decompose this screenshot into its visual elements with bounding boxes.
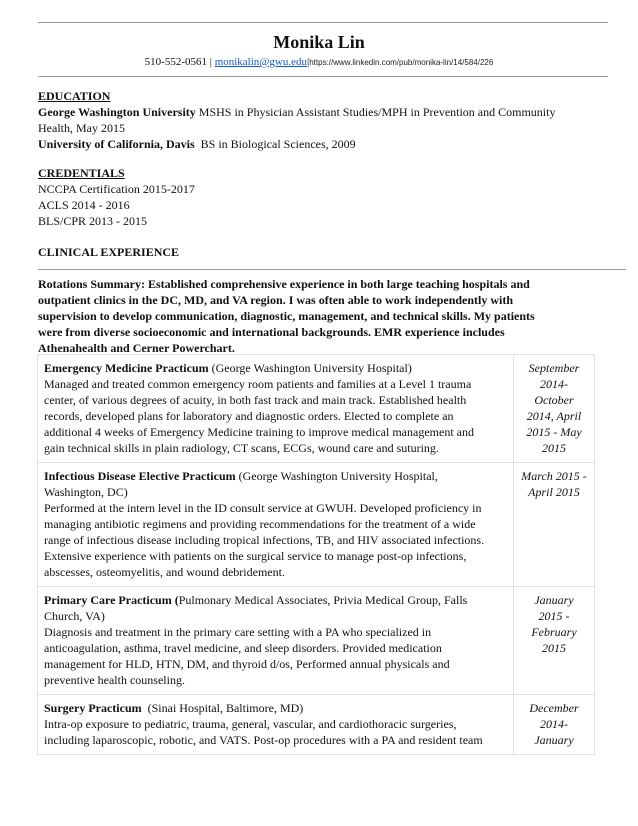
rotation-title: Emergency Medicine Practicum	[44, 361, 209, 375]
summary-line: were from diverse socioeconomic and international backgrounds. EMR experience includes	[38, 325, 505, 339]
rotation-site: Pulmonary Medical Associates, Privia Medical Group, Falls	[178, 593, 468, 607]
rotation-title-line	[44, 360, 507, 376]
rotation-title-line	[44, 592, 507, 608]
date-line: April 2015	[528, 485, 580, 499]
credential-item: BLS/CPR 2013 - 2015	[38, 214, 148, 228]
clinical-experience-heading: CLINICAL EXPERIENCE	[38, 245, 180, 259]
rotation-text-line: Intra-op exposure to pediatric, trauma, general, vascular, and cardiothoracic surgeries,	[44, 717, 457, 731]
clinical-rule	[38, 269, 626, 270]
rotation-text-line: gain technical skills in plain radiology, CT scans, ECGs, wound care and suturing.	[44, 441, 439, 455]
date-line: 2015	[542, 441, 566, 455]
degree-detail: MSHS in Physician Assistant Studies/MPH in Prevention and Community	[195, 105, 556, 119]
school-name: George Washington University	[38, 105, 196, 119]
date-line: March 2015 -	[521, 469, 587, 483]
school-name: University of California, Davis	[38, 137, 195, 151]
date-line: 2014, April	[526, 409, 582, 423]
rotation-text-line: additional 4 weeks of Emergency Medicine training to improve medical management and	[44, 425, 474, 439]
table-row	[38, 355, 595, 463]
email-link[interactable]: monikalin@gwu.edu	[214, 56, 308, 68]
date-line: January	[534, 593, 574, 607]
rotation-dates	[514, 587, 595, 695]
date-line: 2015 - May	[526, 425, 582, 439]
education-entry-gwu	[38, 104, 608, 120]
degree-detail: BS in Biological Sciences, 2009	[194, 137, 356, 151]
summary-line: Rotations Summary: Established comprehensive experience in both large teaching hospitals and	[38, 277, 530, 291]
table-row	[38, 463, 595, 587]
date-line: 2014-	[540, 377, 568, 391]
education-heading: EDUCATION	[38, 89, 111, 103]
contact-separator: |	[307, 56, 310, 68]
rotation-title: Infectious Disease Elective Practicum	[44, 469, 236, 483]
rotation-text-line: records, developed plans for laboratory and diagnostic orders. Elected to complete an	[44, 409, 454, 423]
rotation-text-line: Extensive experience with patients on the surgical service to manage post-op infections,	[44, 549, 467, 563]
contact-line	[0, 55, 638, 70]
rotations-summary	[38, 276, 608, 356]
rotation-text-line: anticoagulation, asthma, travel medicine, and sleep disorders. Provided medication	[44, 641, 442, 655]
rotation-text-line: Church, VA)	[44, 609, 105, 623]
date-line: 2015 -	[538, 609, 570, 623]
credential-item: NCCPA Certification 2015-2017	[38, 182, 195, 196]
date-line: October	[534, 393, 574, 407]
rotation-text-line: Managed and treated common emergency room patients and families at a Level 1 trauma	[44, 377, 472, 391]
summary-line: Athenahealth and Cerner Powerchart.	[38, 341, 235, 355]
rotation-title: Surgery Practicum	[44, 701, 142, 715]
candidate-name: Monika Lin	[273, 32, 365, 52]
table-row	[38, 587, 595, 695]
rotation-text-line: range of infectious disease including tropical infections, TB, and HIV associated infections.	[44, 533, 485, 547]
date-line: December	[529, 701, 579, 715]
rotation-site: (George Washington University Hospital,	[235, 469, 438, 483]
rotation-dates	[514, 695, 595, 755]
credential-item: ACLS 2014 - 2016	[38, 198, 130, 212]
rotation-description	[38, 463, 514, 587]
header-rule	[38, 76, 608, 77]
rotation-text-line: Washington, DC)	[44, 485, 128, 499]
rotation-text-line: including laparoscopic, robotic, and VATS. Post-op procedures with a PA and resident team	[44, 733, 483, 747]
summary-line: outpatient clinics in the DC, MD, and VA region. I was often able to work independently with	[38, 293, 514, 307]
rotation-site: (George Washington University Hospital)	[208, 361, 412, 375]
date-line: 2014-	[540, 717, 568, 731]
date-line: January	[534, 733, 574, 747]
summary-line: supervision to develop communication, diagnostic, management, and technical skills. My patients	[38, 309, 535, 323]
date-line: February	[531, 625, 577, 639]
phone-number: 510-552-0561	[144, 56, 207, 68]
rotation-site: (Sinai Hospital, Baltimore, MD)	[141, 701, 304, 715]
rotation-text-line: Performed at the intern level in the ID consult service at GWUH. Developed proficiency in	[44, 501, 482, 515]
rotation-description	[38, 355, 514, 463]
rotation-text-line: preventive health counseling.	[44, 673, 185, 687]
table-row	[38, 695, 595, 755]
rotation-dates	[514, 355, 595, 463]
date-line: 2015	[542, 641, 566, 655]
rotation-title: Primary Care Practicum (	[44, 593, 179, 607]
rotation-title-line	[44, 468, 507, 484]
rotation-description	[38, 695, 514, 755]
top-rule	[38, 22, 608, 23]
rotation-text-line: Diagnosis and treatment in the primary care setting with a PA who specialized in	[44, 625, 432, 639]
rotation-text-line: center, of various degrees of acuity, in both fast track and main track. Established health	[44, 393, 467, 407]
rotation-text-line: management for HLD, HTN, DM, and thyroid d/os, Performed annual physicals and	[44, 657, 450, 671]
education-entry-ucd	[38, 136, 608, 152]
education-entry-gwu-continued: Health, May 2015	[38, 121, 125, 135]
date-line: September	[528, 361, 580, 375]
rotation-dates	[514, 463, 595, 587]
rotation-description	[38, 587, 514, 695]
credentials-heading: CREDENTIALS	[38, 166, 125, 180]
rotation-text-line: abscesses, osteomyelitis, and wound debridement.	[44, 565, 285, 579]
linkedin-url[interactable]: https://www.linkedin.com/pub/monika-lin/14/584/226	[309, 58, 494, 67]
rotation-title-line	[44, 700, 507, 716]
rotation-text-line: managing antibiotic regimens and providing recommendations for the treatment of a wide	[44, 517, 476, 531]
contact-separator: |	[206, 56, 215, 68]
rotations-table	[37, 354, 595, 755]
